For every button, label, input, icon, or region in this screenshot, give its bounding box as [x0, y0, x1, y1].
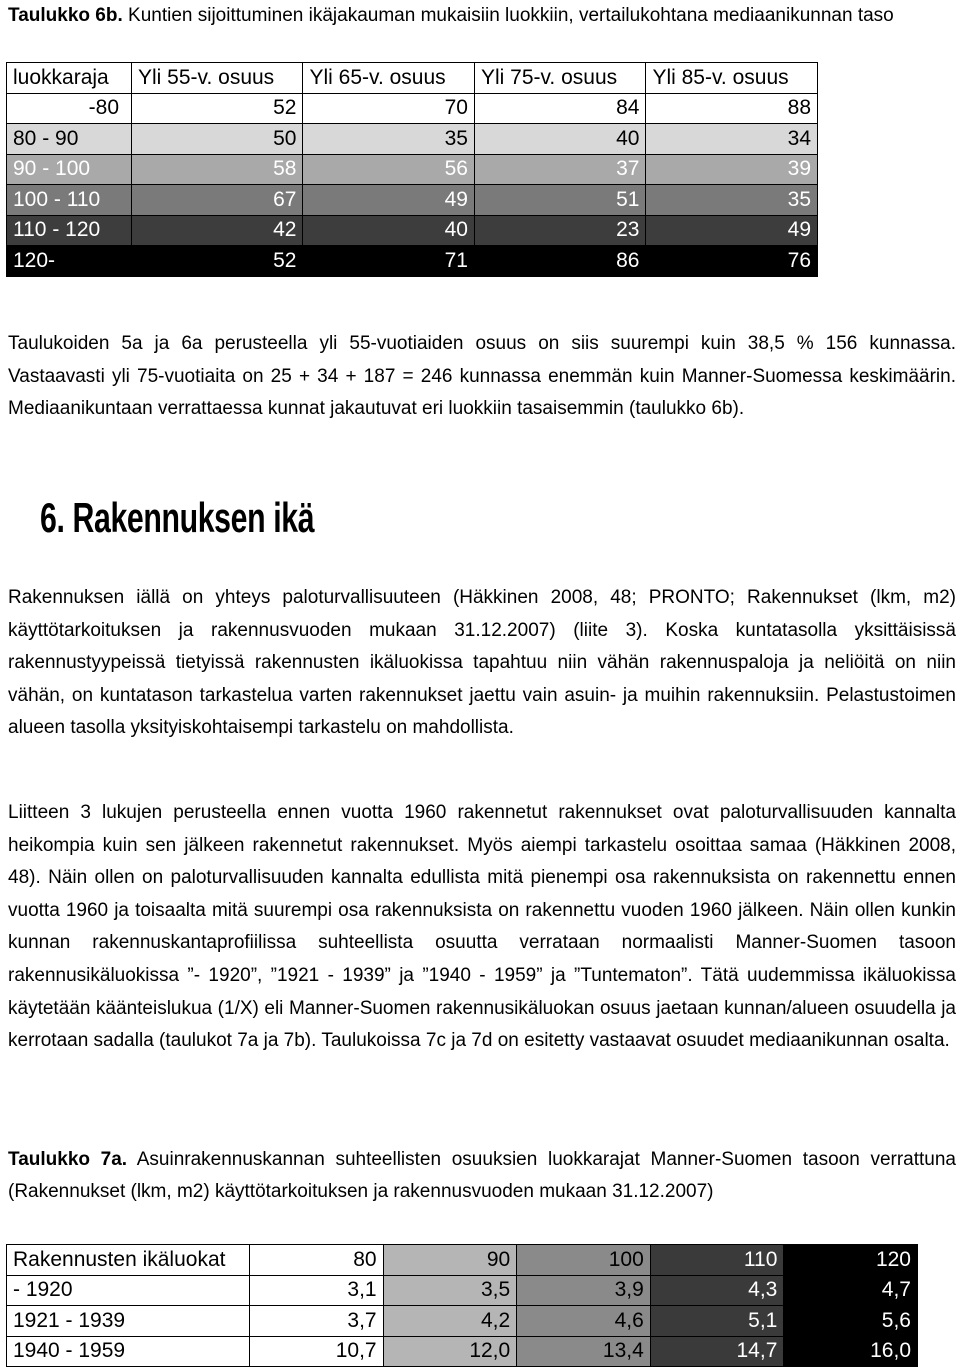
table-cell: 4,2	[383, 1306, 517, 1337]
table-cell: 86	[474, 246, 645, 277]
table-cell: 84	[474, 93, 645, 124]
table-row	[7, 215, 818, 246]
table-cell: 49	[646, 215, 818, 246]
table-cell: 5,1	[650, 1306, 784, 1337]
table-cell: 4,6	[517, 1306, 651, 1337]
header-cell: 110	[650, 1245, 784, 1276]
table-cell: 39	[646, 154, 818, 185]
table-cell: 67	[132, 185, 303, 216]
row-label: - 1920	[7, 1275, 250, 1306]
table-cell: 4,7	[784, 1275, 918, 1306]
table-7a-label: Taulukko 7a.	[8, 1149, 128, 1170]
table-cell: 52	[132, 246, 303, 277]
header-cell: Yli 55-v. osuus	[132, 63, 303, 94]
header-cell: luokkaraja	[7, 63, 132, 94]
row-label: 1940 - 1959	[7, 1336, 250, 1367]
table-cell: 70	[303, 93, 474, 124]
table-cell: 16,0	[784, 1336, 918, 1367]
table-row	[7, 246, 818, 277]
header-cell: 90	[383, 1245, 517, 1276]
table-7a-caption	[8, 1144, 956, 1208]
section-heading: 6. Rakennuksen ikä	[40, 494, 315, 541]
table-cell: 37	[474, 154, 645, 185]
table-cell: 3,5	[383, 1275, 517, 1306]
paragraph-2: Rakennuksen iällä on yhteys paloturvallisuuteen (Häkkinen 2008, 48; PRONTO; Rakennukset (lkm, m2) käyttötarkoituksen ja rakennusvuoden mukaan 31.12.2007) (liite 3). Koska kuntatasolla yksittäisissä rakennustyypeissä tietyissä rakennusten ikäluokissa tapahtuu niin vähän rakennuspaloja ja neliöitä on niin vähän, on kuntatason tarkastelua varten rakennukset jaettu vain asuin- ja muihin rakennuksiin. Pelastustoimen alueen tasolla yksityiskohtaisempi tarkastelu on mahdollista.	[8, 587, 956, 739]
table-cell: 49	[303, 185, 474, 216]
paragraph-3: Liitteen 3 lukujen perusteella ennen vuotta 1960 rakennetut rakennukset ovat paloturvallisuuden kannalta heikompia kuin sen jälkeen rakennetut rakennukset. Myös aiempi tarkastelu osoittaa samaa (Häkkinen 2008, 48). Näin ollen on paloturvallisuuden kannalta edullista mitä pienempi osa rakennuksista on rakennettu ennen vuotta 1960 ja toisaalta mitä suurempi osa rakennuksista on rakennettu vuoden 1960 jälkeen. Näin ollen kunkin kunnan rakennuskantaprofiilissa suhteellista osuutta verrataan normaalisti Manner-Suomen tasoon rakennusikäluokissa ”- 1920”, ”1921 - 1939” ja ”1940 - 1959” ja ”Tuntematon”. Tätä uudemmissa ikäluokissa käytetään käänteislukua (1/X) eli Manner-Suomen rakennusikäluokan osuus jaetaan kunnan/alueen osuudella ja kerrotaan sadalla (taulukot 7a ja 7b). Taulukoissa 7c ja 7d on esitetty vastaavat osuudet mediaanikunnan osalta.	[8, 802, 956, 1052]
table-6b-caption-text: Kuntien sijoittuminen ikäjakauman mukaisiin luokkiin, vertailukohtana mediaanikunnan taso	[128, 5, 894, 26]
table-header-row	[7, 63, 818, 94]
table-6b-caption	[8, 0, 956, 32]
table-cell: 23	[474, 215, 645, 246]
header-cell: Yli 65-v. osuus	[303, 63, 474, 94]
table-row	[7, 1336, 918, 1367]
table-cell: 52	[132, 93, 303, 124]
row-label: 1921 - 1939	[7, 1306, 250, 1337]
table-row	[7, 1275, 918, 1306]
header-cell: 120	[784, 1245, 918, 1276]
table-6b	[6, 62, 818, 277]
table-row	[7, 154, 818, 185]
table-cell: 76	[646, 246, 818, 277]
table-cell: 42	[132, 215, 303, 246]
table-cell: 71	[303, 246, 474, 277]
table-cell: 3,1	[250, 1275, 384, 1306]
header-cell: 80	[250, 1245, 384, 1276]
table-cell: 35	[646, 185, 818, 216]
table-cell: 88	[646, 93, 818, 124]
row-label: 80 - 90	[7, 124, 132, 155]
table-cell: 3,7	[250, 1306, 384, 1337]
header-cell: 100	[517, 1245, 651, 1276]
table-cell: 51	[474, 185, 645, 216]
table-cell: 5,6	[784, 1306, 918, 1337]
table-cell: 34	[646, 124, 818, 155]
header-cell: Yli 75-v. osuus	[474, 63, 645, 94]
table-row	[7, 1306, 918, 1337]
table-cell: 4,3	[650, 1275, 784, 1306]
paragraph-1: Taulukoiden 5a ja 6a perusteella yli 55-vuotiaiden osuus on siis suurempi kuin 38,5 % 156 kunnassa. Vastaavasti yli 75-vuotiaita on 25 + 34 + 187 = 246 kunnassa enemmän kuin Manner-Suomessa keskimäärin. Mediaanikuntaan verrattaessa kunnat jakautuvat eri luokkiin tasaisemmin (taulukko 6b).	[8, 333, 956, 420]
table-cell: 12,0	[383, 1336, 517, 1367]
table-7a	[6, 1244, 918, 1367]
header-cell: Rakennusten ikäluokat	[7, 1245, 250, 1276]
table-cell: 14,7	[650, 1336, 784, 1367]
table-header-row	[7, 1245, 918, 1276]
table-cell: 40	[303, 215, 474, 246]
row-label: 120-	[7, 246, 132, 277]
row-label: 90 - 100	[7, 154, 132, 185]
row-label: 100 - 110	[7, 185, 132, 216]
header-cell: Yli 85-v. osuus	[646, 63, 818, 94]
table-row	[7, 185, 818, 216]
row-label: -80	[7, 93, 132, 124]
table-7a-caption-text: Asuinrakennuskannan suhteellisten osuuksien luokkarajat Manner-Suomen tasoon verrattuna (Rakennukset (lkm, m2) käyttötarkoituksen ja rakennusvuoden mukaan 31.12.2007)	[8, 1149, 957, 1202]
table-row	[7, 124, 818, 155]
table-cell: 3,9	[517, 1275, 651, 1306]
table-cell: 56	[303, 154, 474, 185]
table-row	[7, 93, 818, 124]
table-cell: 13,4	[517, 1336, 651, 1367]
table-cell: 50	[132, 124, 303, 155]
row-label: 110 - 120	[7, 215, 132, 246]
table-cell: 58	[132, 154, 303, 185]
table-6b-label: Taulukko 6b.	[8, 5, 123, 26]
table-cell: 35	[303, 124, 474, 155]
table-cell: 40	[474, 124, 645, 155]
table-cell: 10,7	[250, 1336, 384, 1367]
